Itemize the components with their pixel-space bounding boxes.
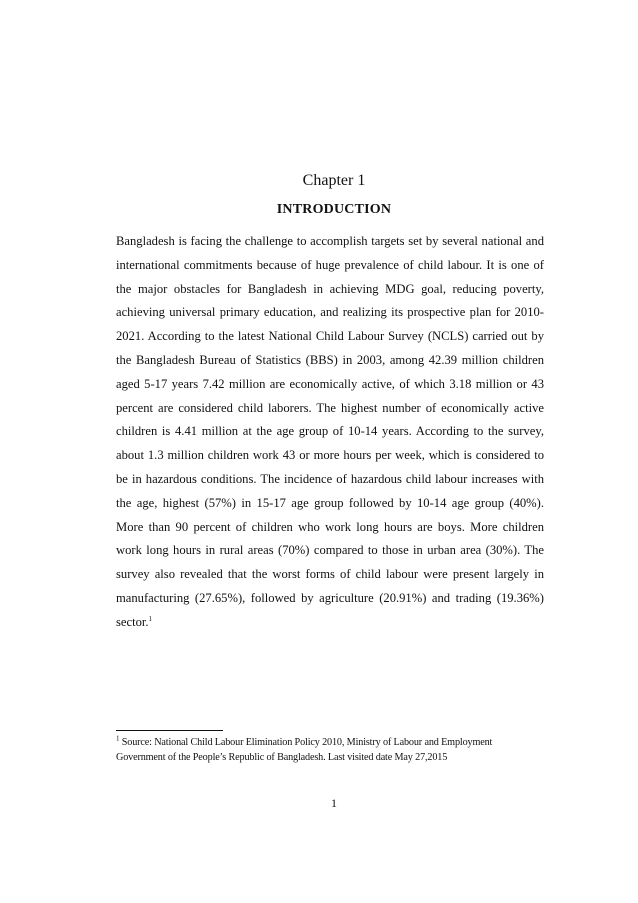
footnote-reference: 1 <box>148 614 153 623</box>
footnote-marker: 1 <box>116 734 120 743</box>
body-paragraph-text: Bangladesh is facing the challenge to accomplish targets set by several national and international commitments because of huge prevalence of child labour. It is one of the major obstacles for Bangladesh in achieving MDG goal, reducing poverty, achieving universal primary education, and realizing its prospective plan for 2010-2021. According to the latest National Child Labour Survey (NCLS) carried out by the Bangladesh Bureau of Statistics (BBS) in 2003, among 42.39 million children aged 5-17 years 7.42 million are economically active, of which 3.18 million or 43 percent are considered child laborers. The highest number of economically active children is 4.41 million at the age group of 10-14 years. According to the survey, about 1.3 million children work 43 or more hours per week, which is considered to be in hazardous conditions. The incidence of hazardous child labour increases with the age, highest (57%) in 15-17 age group followed by 10-14 age group (40%). More than 90 percent of children who work long hours are boys. More children work long hours in rural areas (70%) compared to those in urban area (30%). The survey also revealed that the worst forms of child labour were present largely in manufacturing (27.65%), followed by agriculture (20.91%) and trading (19.36%) sector. <box>116 234 544 629</box>
footnote-divider <box>116 730 223 731</box>
chapter-heading: INTRODUCTION <box>276 202 392 217</box>
chapter-label: Chapter 1 <box>302 172 366 189</box>
footnote-text: Source: National Child Labour Elimination Policy 2010, Ministry of Labour and Employment Government of the People’s Republic of Bangladesh. Last visited date May 27,2015 <box>116 737 493 763</box>
body-paragraph <box>116 230 544 635</box>
page-number: 1 <box>331 796 337 810</box>
footnote <box>116 735 544 765</box>
